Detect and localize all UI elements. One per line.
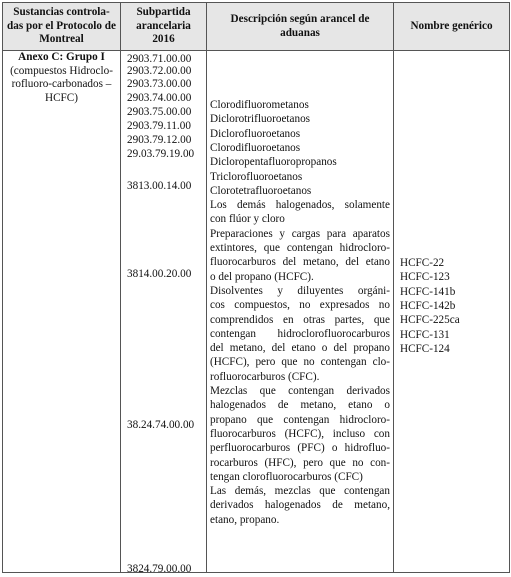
substance-description: (compuestos Hidroclo-rofluoro-carbonados – HCFC)	[10, 64, 113, 104]
description-line: Dicloropentafluoropropanos	[210, 156, 337, 169]
substances-table	[2, 2, 510, 573]
tariff-code: 2903.79.11.00	[127, 120, 191, 132]
description-line: propano que contengan hidrocloro-	[210, 413, 390, 426]
generic-name: HCFC-124	[400, 342, 450, 355]
tariff-code: 2903.71.00.00	[127, 53, 192, 65]
description-line: rocarburos (HFC), pero que no con-	[210, 456, 390, 469]
description-line: Los demás halogenados, solamente	[210, 199, 390, 212]
descriptions-cell	[207, 51, 394, 573]
tariff-code: 3814.00.20.00	[127, 268, 192, 280]
tariff-code: 2903.79.12.00	[127, 134, 192, 146]
substance-cell	[3, 51, 121, 573]
substance-group: Anexo C: Grupo I	[18, 51, 105, 63]
header-generic-name	[394, 3, 510, 51]
tariff-code: 3813.00.14.00	[127, 180, 192, 192]
generic-names-cell	[394, 51, 510, 573]
description-line: Triclorofluoroetanos	[210, 170, 303, 183]
header-customs-description	[207, 3, 394, 51]
generic-name: HCFC-141b	[400, 285, 456, 298]
description-line: Las demás, mezclas que contengan	[210, 485, 390, 498]
description-line: perfluorocarburos (PFC) o hidrofluo-	[210, 442, 390, 455]
header-tariff-subheading-label: Subpartida arancelaria 2016	[136, 6, 191, 46]
description-line: cos compuestos, no expresados no	[210, 299, 390, 312]
header-customs-description-label: Descripción según arancel de aduanas	[230, 12, 370, 39]
description-line: halogenados de metano, etano o	[210, 399, 390, 412]
header-substances-label: Sustancias controla-das por el Protocolo de Montreal	[7, 6, 116, 46]
tariff-code: 2903.74.00.00	[127, 92, 192, 104]
description-line: con flúor y cloro	[210, 213, 285, 226]
description-line: Mezclas que contengan derivados	[210, 385, 390, 397]
description-line: Disolventes y diluyentes orgáni-	[210, 284, 390, 297]
description-line: extintores, que contengan hidrocloro-	[210, 242, 390, 254]
tariff-code: 3824.79.00.00	[127, 563, 192, 575]
tariff-code: 2903.75.00.00	[127, 106, 192, 118]
description-line: Clorotetrafluoroetanos	[210, 184, 312, 197]
generic-names-list	[394, 51, 509, 572]
header-generic-name-label: Nombre genérico	[410, 19, 493, 32]
tariff-code: 2903.73.00.00	[127, 78, 192, 90]
tariff-codes-list	[121, 51, 206, 575]
description-line: Diclorofluoroetanos	[210, 127, 301, 140]
description-line: fluorocarburos del metano, del etano	[210, 256, 390, 269]
description-line: Clorodifluorometanos	[210, 99, 309, 111]
description-line: o del propano (HCFC).	[210, 270, 314, 283]
description-line: Diclorotrifluoroetanos	[210, 113, 311, 126]
description-line: Preparaciones y cargas para aparatos	[210, 227, 390, 240]
description-line: rofluorocarburos (CFC).	[210, 370, 320, 383]
generic-name: HCFC-123	[400, 271, 450, 284]
generic-name: HCFC-22	[400, 257, 445, 269]
tariff-code: 2903.72.00.00	[127, 65, 192, 77]
generic-name: HCFC-225ca	[400, 314, 460, 327]
description-line: (HCFC), pero que no contengan clo-	[210, 356, 390, 369]
table-header-row	[3, 3, 510, 51]
description-line: contengan hidroclorofluorocarburos	[210, 327, 390, 340]
tariff-code: 29.03.79.19.00	[127, 148, 195, 160]
description-line: comprendidos en otras partes, que	[210, 313, 390, 326]
description-line: del metano, del etano o del propano	[210, 342, 390, 355]
description-line: fluorocarburos (HCFC), incluso con	[210, 427, 390, 440]
table-row	[3, 51, 510, 573]
tariff-codes-cell	[121, 51, 207, 573]
tariff-code: 38.24.74.00.00	[127, 419, 195, 431]
description-line: Clorodifluoroetanos	[210, 141, 301, 154]
generic-name: HCFC-142b	[400, 299, 456, 312]
description-line: derivados halogenados de metano,	[210, 499, 390, 512]
description-line: etano, propano.	[210, 513, 280, 526]
header-tariff-subheading	[121, 3, 207, 51]
generic-name: HCFC-131	[400, 328, 450, 341]
description-line: tengan clorofluorocarburos (CFC)	[210, 470, 363, 483]
descriptions-list	[207, 51, 393, 572]
header-substances	[3, 3, 121, 51]
